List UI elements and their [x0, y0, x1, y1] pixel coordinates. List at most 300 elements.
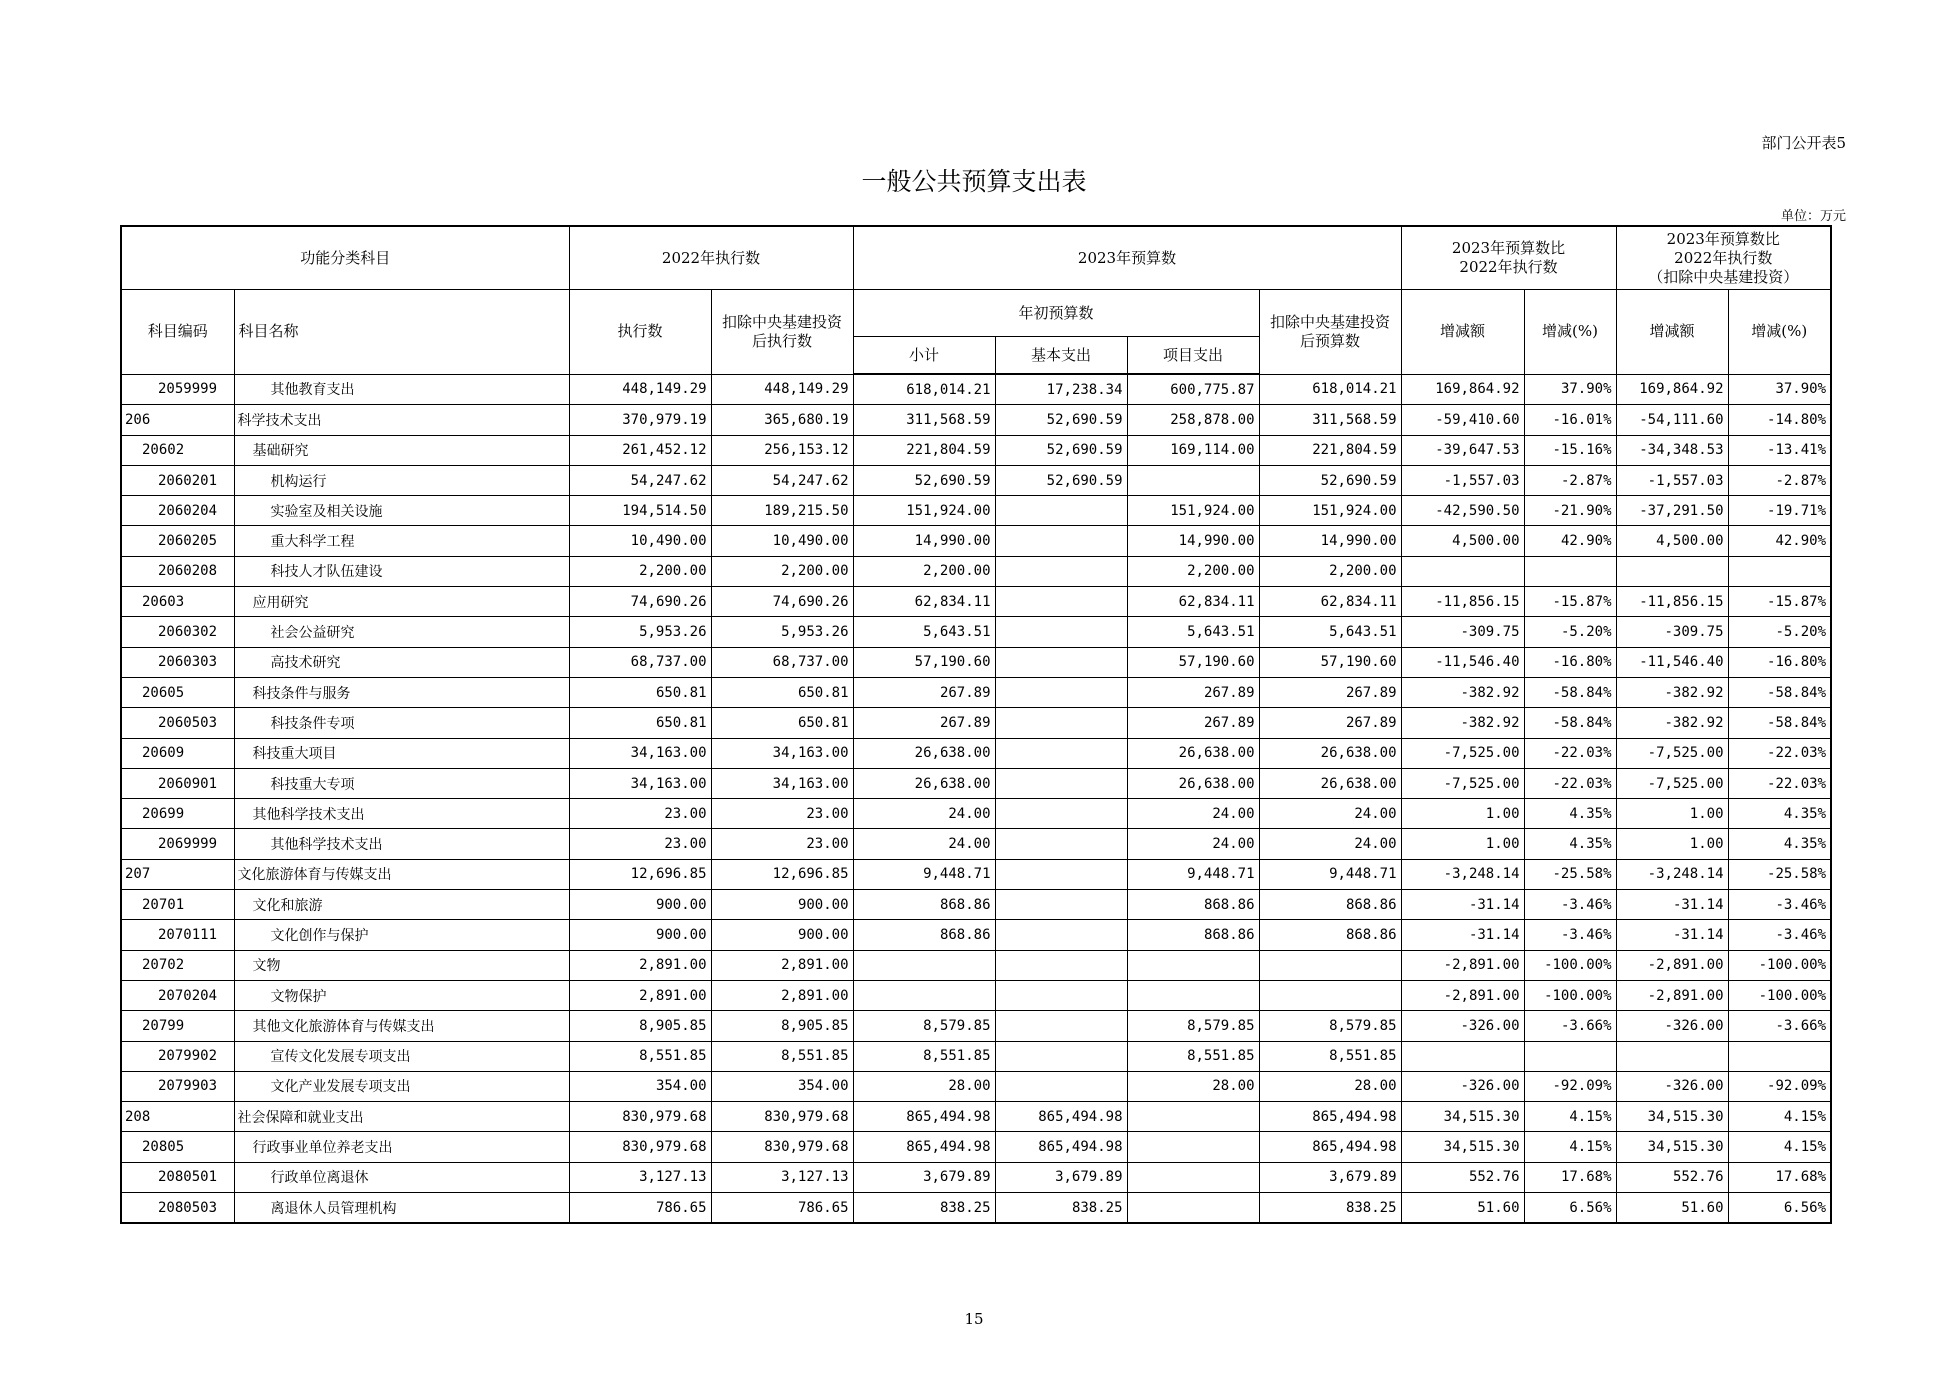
cell-basic: 52,690.59 — [995, 465, 1127, 495]
cell-change-amount-ex: 169,864.92 — [1616, 374, 1728, 405]
cell-exec: 2,891.00 — [569, 980, 711, 1010]
cell-code: 20701 — [121, 890, 234, 920]
cell-change-pct-ex: 4.35% — [1728, 829, 1831, 859]
cell-change-amount-ex: -2,891.00 — [1616, 980, 1728, 1010]
cell-project: 28.00 — [1127, 1071, 1259, 1101]
cell-basic — [995, 920, 1127, 950]
cell-exec: 34,163.00 — [569, 768, 711, 798]
cell-subtotal: 8,579.85 — [853, 1011, 995, 1041]
cell-change-amount — [1401, 1041, 1524, 1071]
header-project: 项目支出 — [1127, 337, 1259, 375]
cell-change-pct: 4.35% — [1524, 799, 1616, 829]
cell-code: 2060204 — [121, 496, 234, 526]
cell-basic — [995, 1011, 1127, 1041]
cell-exec: 8,905.85 — [569, 1011, 711, 1041]
cell-change-pct: -15.16% — [1524, 435, 1616, 465]
cell-name: 科技人才队伍建设 — [234, 556, 569, 586]
cell-change-amount-ex: -326.00 — [1616, 1071, 1728, 1101]
table-row — [121, 496, 1831, 526]
cell-change-amount-ex: -11,546.40 — [1616, 647, 1728, 677]
header-budget-ex — [1259, 290, 1401, 375]
header-initial-budget: 年初预算数 — [853, 290, 1259, 337]
cell-change-pct — [1524, 556, 1616, 586]
cell-name: 文物 — [234, 950, 569, 980]
cell-change-pct-ex: -15.87% — [1728, 587, 1831, 617]
table-row — [121, 435, 1831, 465]
cell-exec-ex: 900.00 — [711, 890, 853, 920]
table-row — [121, 829, 1831, 859]
cell-exec-ex: 830,979.68 — [711, 1132, 853, 1162]
cell-budget-ex: 311,568.59 — [1259, 405, 1401, 435]
cell-change-pct-ex: -100.00% — [1728, 980, 1831, 1010]
cell-change-amount: -382.92 — [1401, 708, 1524, 738]
cell-exec: 12,696.85 — [569, 859, 711, 889]
cell-exec: 370,979.19 — [569, 405, 711, 435]
cell-name: 科技重大专项 — [234, 768, 569, 798]
cell-project: 5,643.51 — [1127, 617, 1259, 647]
table-body — [121, 374, 1831, 1223]
cell-change-pct: -21.90% — [1524, 496, 1616, 526]
cell-change-pct: -25.58% — [1524, 859, 1616, 889]
cell-exec: 650.81 — [569, 708, 711, 738]
cell-code: 20805 — [121, 1132, 234, 1162]
table-row — [121, 768, 1831, 798]
header-exec: 执行数 — [569, 290, 711, 375]
table-row — [121, 738, 1831, 768]
cell-exec: 23.00 — [569, 829, 711, 859]
cell-subtotal: 24.00 — [853, 799, 995, 829]
cell-exec-ex: 34,163.00 — [711, 768, 853, 798]
header-change-pct: 增减(%) — [1524, 290, 1616, 375]
cell-subtotal: 868.86 — [853, 920, 995, 950]
cell-change-amount-ex: 34,515.30 — [1616, 1132, 1728, 1162]
cell-exec: 650.81 — [569, 677, 711, 707]
cell-code: 2080501 — [121, 1162, 234, 1192]
cell-name: 高技术研究 — [234, 647, 569, 677]
cell-subtotal: 52,690.59 — [853, 465, 995, 495]
cell-change-pct: -16.80% — [1524, 647, 1616, 677]
cell-change-amount-ex: -31.14 — [1616, 890, 1728, 920]
cell-basic — [995, 556, 1127, 586]
cell-code: 207 — [121, 859, 234, 889]
cell-project — [1127, 950, 1259, 980]
cell-change-pct: 4.35% — [1524, 829, 1616, 859]
cell-budget-ex: 865,494.98 — [1259, 1132, 1401, 1162]
cell-name: 行政单位离退休 — [234, 1162, 569, 1192]
cell-change-pct: -5.20% — [1524, 617, 1616, 647]
cell-exec-ex: 12,696.85 — [711, 859, 853, 889]
header-budget-ex-line2: 后预算数 — [1300, 331, 1361, 350]
cell-code: 2060208 — [121, 556, 234, 586]
cell-basic — [995, 526, 1127, 556]
cell-change-amount: -1,557.03 — [1401, 465, 1524, 495]
cell-code: 2060302 — [121, 617, 234, 647]
cell-exec: 5,953.26 — [569, 617, 711, 647]
cell-change-pct: -2.87% — [1524, 465, 1616, 495]
cell-basic: 17,238.34 — [995, 374, 1127, 405]
cell-budget-ex: 2,200.00 — [1259, 556, 1401, 586]
cell-change-pct-ex: 4.35% — [1728, 799, 1831, 829]
cell-change-amount-ex — [1616, 1041, 1728, 1071]
cell-name: 离退休人员管理机构 — [234, 1193, 569, 1224]
cell-change-amount-ex — [1616, 556, 1728, 586]
cell-budget-ex: 62,834.11 — [1259, 587, 1401, 617]
cell-project: 2,200.00 — [1127, 556, 1259, 586]
table-row — [121, 1193, 1831, 1224]
cell-change-amount: 34,515.30 — [1401, 1102, 1524, 1132]
table-row — [121, 859, 1831, 889]
cell-project: 8,579.85 — [1127, 1011, 1259, 1041]
header-name: 科目名称 — [234, 290, 569, 375]
cell-exec: 194,514.50 — [569, 496, 711, 526]
cell-budget-ex: 5,643.51 — [1259, 617, 1401, 647]
cell-name: 行政事业单位养老支出 — [234, 1132, 569, 1162]
table-row — [121, 980, 1831, 1010]
cell-budget-ex: 24.00 — [1259, 799, 1401, 829]
cell-change-pct-ex: -58.84% — [1728, 708, 1831, 738]
cell-code: 20609 — [121, 738, 234, 768]
table-row — [121, 405, 1831, 435]
table-row — [121, 526, 1831, 556]
cell-change-amount-ex: 51.60 — [1616, 1193, 1728, 1224]
cell-basic — [995, 1071, 1127, 1101]
cell-project: 26,638.00 — [1127, 738, 1259, 768]
cell-name: 文化旅游体育与传媒支出 — [234, 859, 569, 889]
cell-exec: 830,979.68 — [569, 1132, 711, 1162]
cell-subtotal: 28.00 — [853, 1071, 995, 1101]
cell-change-amount: -2,891.00 — [1401, 950, 1524, 980]
cell-change-amount: -326.00 — [1401, 1011, 1524, 1041]
cell-budget-ex: 865,494.98 — [1259, 1102, 1401, 1132]
cell-subtotal: 267.89 — [853, 708, 995, 738]
cell-change-pct: 6.56% — [1524, 1193, 1616, 1224]
cell-code: 20605 — [121, 677, 234, 707]
cell-exec: 900.00 — [569, 890, 711, 920]
table-row — [121, 799, 1831, 829]
cell-change-pct: -15.87% — [1524, 587, 1616, 617]
cell-name: 文化和旅游 — [234, 890, 569, 920]
cell-budget-ex: 9,448.71 — [1259, 859, 1401, 889]
cell-subtotal: 267.89 — [853, 677, 995, 707]
cell-name: 科学技术支出 — [234, 405, 569, 435]
table-row — [121, 587, 1831, 617]
cell-subtotal: 311,568.59 — [853, 405, 995, 435]
table-row — [121, 950, 1831, 980]
cell-basic — [995, 677, 1127, 707]
cell-subtotal: 618,014.21 — [853, 374, 995, 405]
cell-change-pct: -58.84% — [1524, 708, 1616, 738]
cell-name: 社会保障和就业支出 — [234, 1102, 569, 1132]
cell-budget-ex: 8,579.85 — [1259, 1011, 1401, 1041]
cell-code: 20799 — [121, 1011, 234, 1041]
cell-change-pct-ex: -16.80% — [1728, 647, 1831, 677]
cell-project: 24.00 — [1127, 799, 1259, 829]
cell-change-amount-ex: -382.92 — [1616, 708, 1728, 738]
cell-change-pct: -100.00% — [1524, 980, 1616, 1010]
table-row — [121, 556, 1831, 586]
cell-exec-ex: 3,127.13 — [711, 1162, 853, 1192]
cell-change-amount: -11,546.40 — [1401, 647, 1524, 677]
cell-subtotal: 9,448.71 — [853, 859, 995, 889]
cell-name: 其他教育支出 — [234, 374, 569, 405]
cell-change-amount: -31.14 — [1401, 920, 1524, 950]
cell-subtotal: 151,924.00 — [853, 496, 995, 526]
cell-change-amount: -31.14 — [1401, 890, 1524, 920]
header-change-pct-ex: 增减(%) — [1728, 290, 1831, 375]
cell-change-pct: -58.84% — [1524, 677, 1616, 707]
cell-change-pct: -22.03% — [1524, 768, 1616, 798]
table-row — [121, 1162, 1831, 1192]
cell-change-amount: -42,590.50 — [1401, 496, 1524, 526]
cell-basic: 838.25 — [995, 1193, 1127, 1224]
cell-exec: 34,163.00 — [569, 738, 711, 768]
cell-exec: 2,891.00 — [569, 950, 711, 980]
cell-project — [1127, 465, 1259, 495]
cell-basic: 52,690.59 — [995, 435, 1127, 465]
budget-expenditure-table — [120, 225, 1832, 1224]
cell-name: 文物保护 — [234, 980, 569, 1010]
cell-budget-ex: 221,804.59 — [1259, 435, 1401, 465]
table-row — [121, 677, 1831, 707]
cell-code: 2060901 — [121, 768, 234, 798]
cell-change-amount: -326.00 — [1401, 1071, 1524, 1101]
cell-change-amount-ex: -382.92 — [1616, 677, 1728, 707]
cell-change-amount: -309.75 — [1401, 617, 1524, 647]
cell-exec-ex: 189,215.50 — [711, 496, 853, 526]
cell-change-amount-ex: -11,856.15 — [1616, 587, 1728, 617]
cell-change-pct: -22.03% — [1524, 738, 1616, 768]
table-row — [121, 647, 1831, 677]
cell-exec: 54,247.62 — [569, 465, 711, 495]
cell-change-pct-ex: -14.80% — [1728, 405, 1831, 435]
cell-project — [1127, 1193, 1259, 1224]
header-budget-2023: 2023年预算数 — [853, 226, 1401, 290]
cell-name: 其他文化旅游体育与传媒支出 — [234, 1011, 569, 1041]
cell-basic: 865,494.98 — [995, 1102, 1127, 1132]
cell-exec-ex: 8,551.85 — [711, 1041, 853, 1071]
cell-code: 208 — [121, 1102, 234, 1132]
cell-exec-ex: 786.65 — [711, 1193, 853, 1224]
cell-change-amount-ex: 1.00 — [1616, 829, 1728, 859]
cell-subtotal — [853, 980, 995, 1010]
header-function-class: 功能分类科目 — [121, 226, 569, 290]
cell-change-amount-ex: -309.75 — [1616, 617, 1728, 647]
cell-budget-ex: 52,690.59 — [1259, 465, 1401, 495]
cell-change-amount-ex: -31.14 — [1616, 920, 1728, 950]
cell-change-pct: -100.00% — [1524, 950, 1616, 980]
cell-change-amount: 1.00 — [1401, 799, 1524, 829]
cell-change-amount-ex: -54,111.60 — [1616, 405, 1728, 435]
cell-change-pct-ex: -13.41% — [1728, 435, 1831, 465]
table-row — [121, 617, 1831, 647]
header-change-amount-ex: 增减额 — [1616, 290, 1728, 375]
cell-exec: 354.00 — [569, 1071, 711, 1101]
cell-exec: 74,690.26 — [569, 587, 711, 617]
cell-exec: 2,200.00 — [569, 556, 711, 586]
cell-project: 868.86 — [1127, 890, 1259, 920]
cell-change-pct — [1524, 1041, 1616, 1071]
cell-change-amount-ex: -7,525.00 — [1616, 738, 1728, 768]
cell-change-pct-ex: -92.09% — [1728, 1071, 1831, 1101]
cell-exec: 68,737.00 — [569, 647, 711, 677]
cell-change-amount-ex: -2,891.00 — [1616, 950, 1728, 980]
cell-name: 基础研究 — [234, 435, 569, 465]
cell-basic — [995, 950, 1127, 980]
cell-change-amount: 552.76 — [1401, 1162, 1524, 1192]
header-compare-ex-line3: （扣除中央基建投资） — [1648, 267, 1799, 286]
cell-project: 267.89 — [1127, 708, 1259, 738]
header-compare — [1401, 226, 1616, 290]
cell-change-pct-ex: 17.68% — [1728, 1162, 1831, 1192]
cell-exec: 8,551.85 — [569, 1041, 711, 1071]
cell-code: 20702 — [121, 950, 234, 980]
cell-basic — [995, 647, 1127, 677]
cell-exec-ex: 68,737.00 — [711, 647, 853, 677]
cell-basic — [995, 768, 1127, 798]
cell-basic — [995, 890, 1127, 920]
cell-budget-ex: 838.25 — [1259, 1193, 1401, 1224]
cell-code: 206 — [121, 405, 234, 435]
cell-change-amount: -59,410.60 — [1401, 405, 1524, 435]
header-code: 科目编码 — [121, 290, 234, 375]
page-title: 一般公共预算支出表 — [861, 167, 1087, 196]
cell-change-pct-ex: -25.58% — [1728, 859, 1831, 889]
cell-basic — [995, 587, 1127, 617]
header-compare-ex-line2: 2022年执行数 — [1674, 248, 1773, 267]
cell-exec-ex: 74,690.26 — [711, 587, 853, 617]
cell-subtotal: 868.86 — [853, 890, 995, 920]
cell-project — [1127, 1132, 1259, 1162]
cell-basic — [995, 799, 1127, 829]
cell-project: 868.86 — [1127, 920, 1259, 950]
cell-change-amount: -7,525.00 — [1401, 768, 1524, 798]
cell-name: 实验室及相关设施 — [234, 496, 569, 526]
cell-project: 62,834.11 — [1127, 587, 1259, 617]
cell-project — [1127, 1102, 1259, 1132]
cell-subtotal: 26,638.00 — [853, 738, 995, 768]
cell-exec-ex: 900.00 — [711, 920, 853, 950]
header-exec-ex-line1: 扣除中央基建投资 — [722, 312, 843, 331]
cell-change-pct-ex: -2.87% — [1728, 465, 1831, 495]
cell-subtotal: 3,679.89 — [853, 1162, 995, 1192]
table-row — [121, 708, 1831, 738]
cell-change-pct-ex: -100.00% — [1728, 950, 1831, 980]
cell-budget-ex: 151,924.00 — [1259, 496, 1401, 526]
cell-subtotal: 24.00 — [853, 829, 995, 859]
cell-change-pct-ex: 4.15% — [1728, 1102, 1831, 1132]
cell-subtotal: 14,990.00 — [853, 526, 995, 556]
cell-change-amount: 1.00 — [1401, 829, 1524, 859]
cell-exec-ex: 2,891.00 — [711, 980, 853, 1010]
cell-change-pct-ex: 37.90% — [1728, 374, 1831, 405]
cell-subtotal: 8,551.85 — [853, 1041, 995, 1071]
header-compare-ex-line1: 2023年预算数比 — [1666, 229, 1780, 248]
cell-project: 169,114.00 — [1127, 435, 1259, 465]
cell-name: 应用研究 — [234, 587, 569, 617]
cell-change-pct-ex: 6.56% — [1728, 1193, 1831, 1224]
cell-subtotal: 865,494.98 — [853, 1102, 995, 1132]
cell-change-amount-ex: 552.76 — [1616, 1162, 1728, 1192]
cell-budget-ex: 8,551.85 — [1259, 1041, 1401, 1071]
cell-basic: 865,494.98 — [995, 1132, 1127, 1162]
cell-name: 文化产业发展专项支出 — [234, 1071, 569, 1101]
cell-basic — [995, 708, 1127, 738]
cell-project: 9,448.71 — [1127, 859, 1259, 889]
cell-budget-ex: 14,990.00 — [1259, 526, 1401, 556]
cell-change-amount — [1401, 556, 1524, 586]
table-row — [121, 1102, 1831, 1132]
cell-budget-ex: 3,679.89 — [1259, 1162, 1401, 1192]
header-exec-ex — [711, 290, 853, 375]
cell-subtotal: 26,638.00 — [853, 768, 995, 798]
cell-change-pct-ex — [1728, 1041, 1831, 1071]
cell-basic — [995, 738, 1127, 768]
cell-budget-ex — [1259, 980, 1401, 1010]
header-budget-ex-line1: 扣除中央基建投资 — [1270, 312, 1391, 331]
cell-exec-ex: 365,680.19 — [711, 405, 853, 435]
cell-change-pct-ex — [1728, 556, 1831, 586]
cell-change-pct-ex: -22.03% — [1728, 738, 1831, 768]
cell-project: 26,638.00 — [1127, 768, 1259, 798]
cell-exec: 3,127.13 — [569, 1162, 711, 1192]
header-compare-line2: 2022年执行数 — [1459, 258, 1558, 276]
cell-code: 2069999 — [121, 829, 234, 859]
cell-change-amount-ex: 1.00 — [1616, 799, 1728, 829]
cell-name: 文化创作与保护 — [234, 920, 569, 950]
cell-budget-ex: 26,638.00 — [1259, 738, 1401, 768]
cell-subtotal: 838.25 — [853, 1193, 995, 1224]
cell-project: 14,990.00 — [1127, 526, 1259, 556]
cell-change-amount: 169,864.92 — [1401, 374, 1524, 405]
cell-budget-ex: 868.86 — [1259, 920, 1401, 950]
cell-exec: 261,452.12 — [569, 435, 711, 465]
cell-exec-ex: 830,979.68 — [711, 1102, 853, 1132]
cell-code: 2060303 — [121, 647, 234, 677]
form-number: 部门公开表5 — [1761, 134, 1846, 152]
cell-change-pct: -3.46% — [1524, 890, 1616, 920]
cell-change-amount-ex: -34,348.53 — [1616, 435, 1728, 465]
cell-budget-ex — [1259, 950, 1401, 980]
cell-exec: 900.00 — [569, 920, 711, 950]
cell-exec-ex: 448,149.29 — [711, 374, 853, 405]
cell-code: 2070204 — [121, 980, 234, 1010]
cell-project: 267.89 — [1127, 677, 1259, 707]
page-number: 15 — [964, 1310, 984, 1328]
cell-basic: 52,690.59 — [995, 405, 1127, 435]
cell-change-pct-ex: 42.90% — [1728, 526, 1831, 556]
cell-basic — [995, 1041, 1127, 1071]
cell-subtotal: 5,643.51 — [853, 617, 995, 647]
cell-exec-ex: 8,905.85 — [711, 1011, 853, 1041]
cell-exec-ex: 2,891.00 — [711, 950, 853, 980]
cell-change-pct-ex: -22.03% — [1728, 768, 1831, 798]
cell-project: 24.00 — [1127, 829, 1259, 859]
cell-name: 机构运行 — [234, 465, 569, 495]
cell-change-pct: -3.46% — [1524, 920, 1616, 950]
table-row — [121, 1041, 1831, 1071]
cell-code: 2079903 — [121, 1071, 234, 1101]
cell-budget-ex: 57,190.60 — [1259, 647, 1401, 677]
cell-change-pct: 37.90% — [1524, 374, 1616, 405]
header-exec-ex-line2: 后执行数 — [752, 331, 813, 350]
cell-change-amount-ex: 34,515.30 — [1616, 1102, 1728, 1132]
cell-name: 社会公益研究 — [234, 617, 569, 647]
cell-project: 57,190.60 — [1127, 647, 1259, 677]
cell-basic — [995, 617, 1127, 647]
cell-change-amount-ex: -7,525.00 — [1616, 768, 1728, 798]
cell-code: 20603 — [121, 587, 234, 617]
table-row — [121, 465, 1831, 495]
